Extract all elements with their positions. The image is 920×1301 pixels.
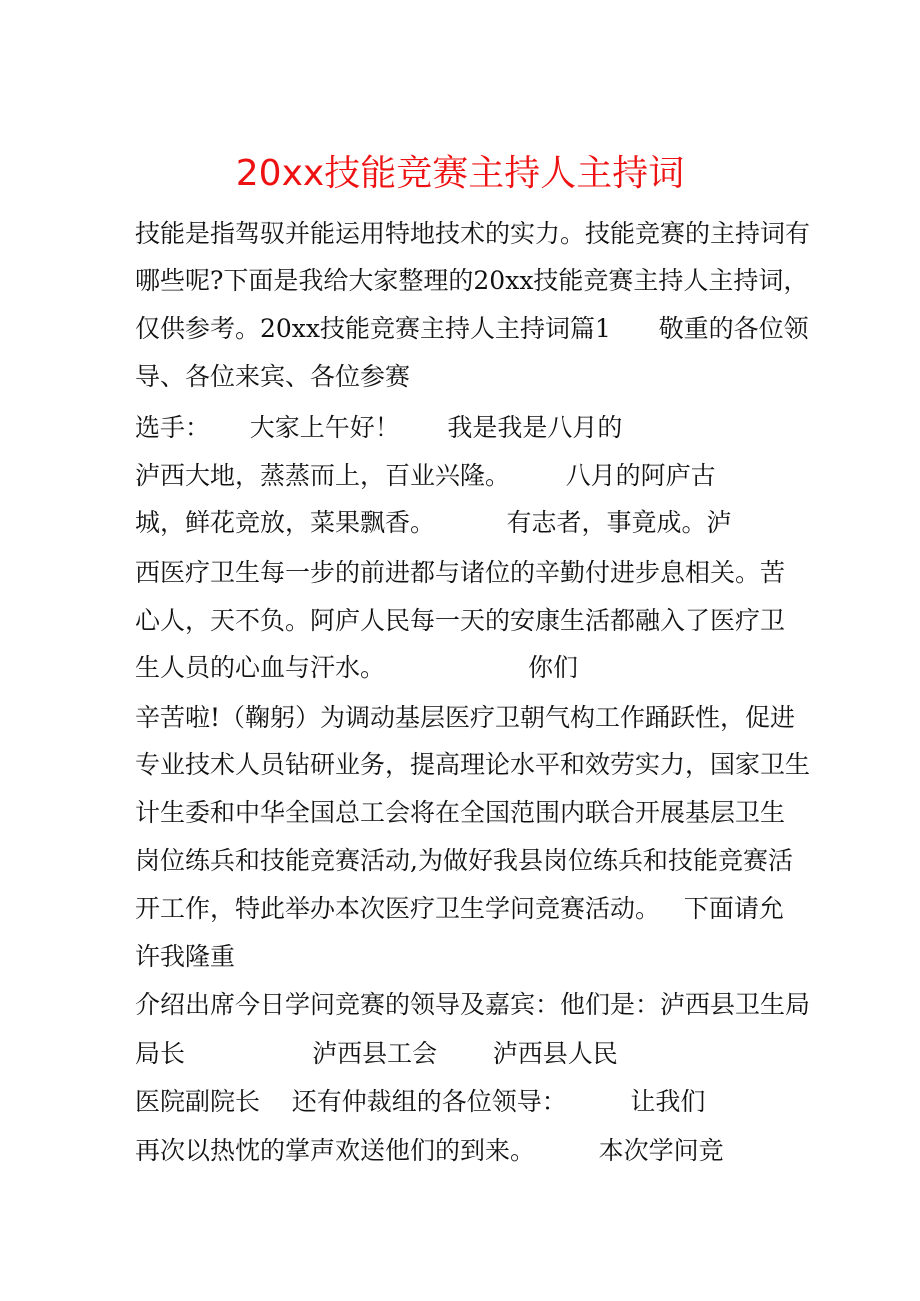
- text-line: 选手： 大家上午好！ 我是我是八月的: [135, 413, 623, 442]
- text-line: 泸西大地，蒸蒸而上，百业兴隆。 八月的阿庐古: [135, 461, 716, 490]
- text-line: 城，鲜花竞放，菜果飘香。 有志者，事竟成。泸: [135, 508, 732, 537]
- text-line: 局长 泸西县工会 泸西县人民: [135, 1039, 618, 1068]
- text-line: 仅供参考。20xx技能竞赛主持人主持词篇1 敬重的各位领: [135, 314, 809, 343]
- text-line: 辛苦啦!（鞠躬）为调动基层医疗卫朝气构工作踊跃性，促进: [135, 703, 796, 732]
- text-line: 心人，天不负。阿庐人民每一天的安康生活都融入了医疗卫: [135, 606, 786, 635]
- text-line: 再次以热忱的掌声欢送他们的到来。 本次学问竞: [135, 1136, 724, 1165]
- text-line: 计生委和中华全国总工会将在全国范围内联合开展基层卫生: [135, 798, 786, 827]
- text-line: 医院副院长 还有仲裁组的各位领导： 让我们: [135, 1087, 706, 1116]
- text-line: 专业技术人员钻研业务，提高理论水平和效劳实力，国家卫生: [135, 750, 811, 779]
- text-line: 介绍出席今日学问竞赛的领导及嘉宾：他们是：泸西县卫生局: [135, 990, 811, 1019]
- text-line: 许我隆重: [135, 942, 236, 971]
- text-line: 岗位练兵和技能竞赛活动,为做好我县岗位练兵和技能竞赛活: [135, 846, 793, 875]
- page-title: 20xx技能竞赛主持人主持词: [235, 153, 685, 194]
- text-line: 开工作，特此举办本次医疗卫生学问竞赛活动。 下面请允: [135, 894, 784, 923]
- text-line: 西医疗卫生每一步的前进都与诸位的辛勤付进步息相关。苦: [135, 558, 786, 587]
- text-line: 哪些呢?下面是我给大家整理的20xx技能竞赛主持人主持词，: [135, 266, 809, 295]
- text-line: 生人员的心血与汗水。 你们: [135, 653, 579, 682]
- text-line: 技能是指驾驭并能运用特地技术的实力。技能竞赛的主持词有: [135, 219, 811, 248]
- text-line: 导、各位来宾、各位参赛: [135, 362, 411, 391]
